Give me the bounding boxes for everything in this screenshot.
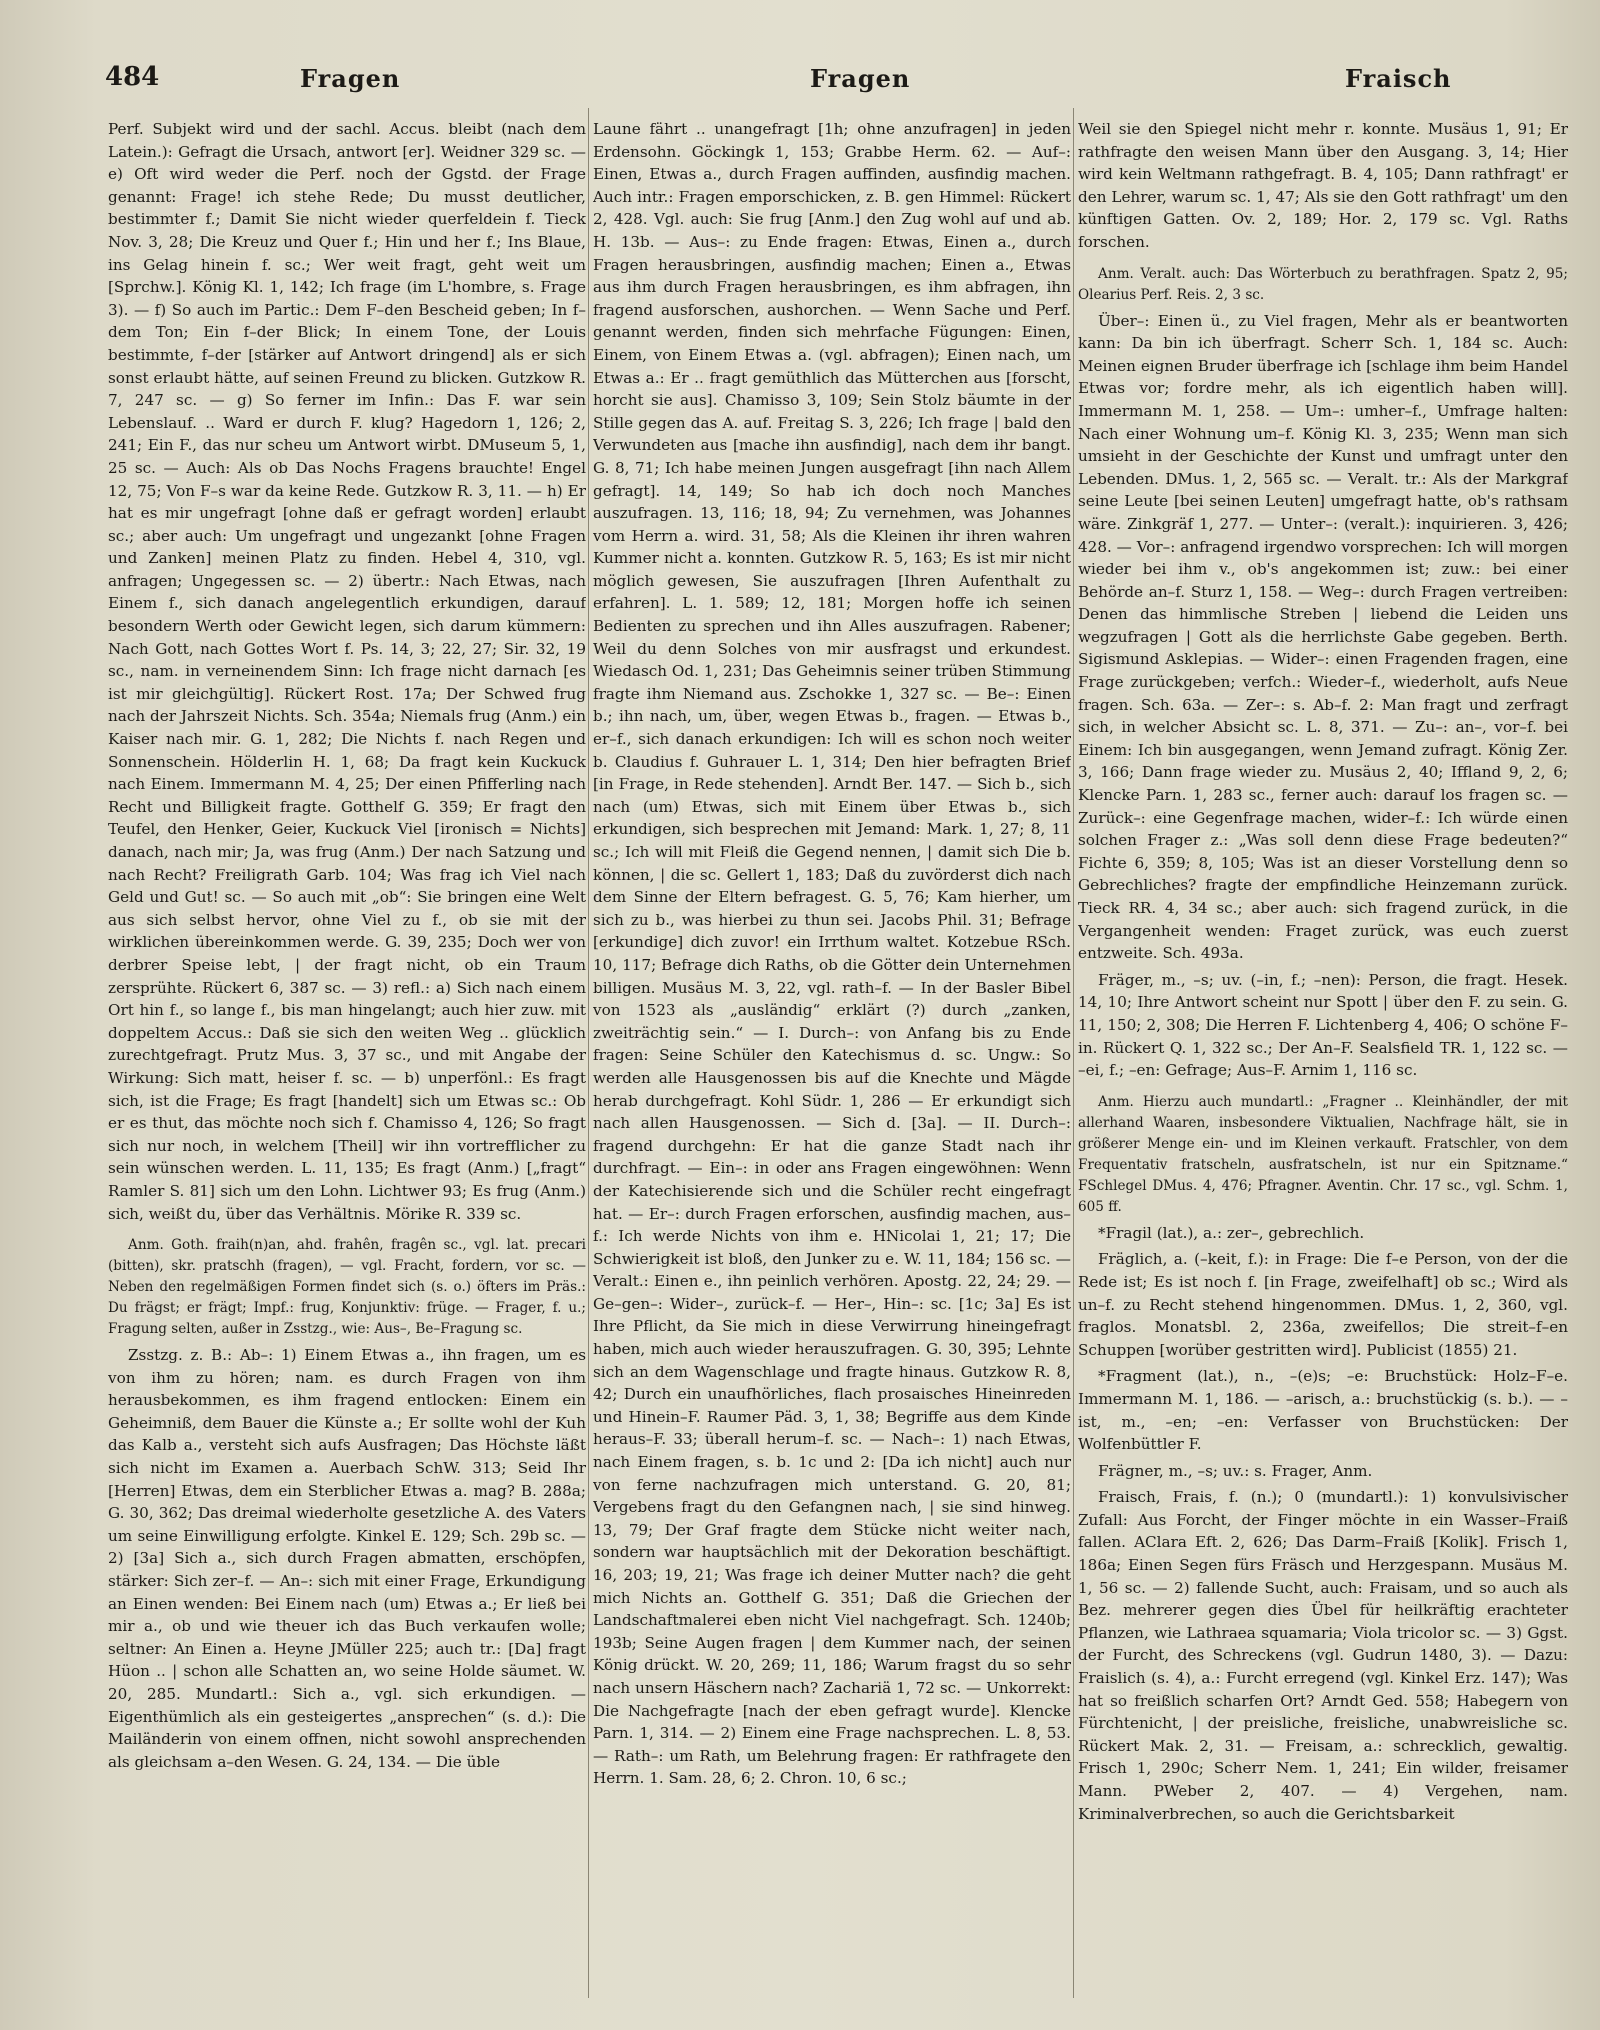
running-headword-right: Fraisch — [1345, 64, 1452, 93]
entry-fragment: *Fragment (lat.), n., –(e)s; –e: Bruchstück: Holz–F–e. Immermann M. 1, 186. — –arisch, a.: bruchstückig (s. b.). — –ist, m., –en; –en: Verfasser von Bruchstücken: Der Wolfenbüttler F. — [1078, 1367, 1568, 1454]
entry-paragraph: Über–: Einen ü., zu Viel fragen, Mehr als er beantworten kann: Da bin ich überfragt. Scherr Sch. 1, 184 sc. Auch: Meinen eignen Bruder überfrage ich [schlage ihm beim Handel Etwas vor; fordre mehr, als ich eigentlich haben will]. Immermann M. 1, 258. — Um–: umher–f., Umfrage halten: Nach einer Wohnung um–f. König Kl. 3, 235; Wenn man sich umsieht in der Geschichte der Kunst und umfragt unter den Lebenden. DMus. 1, 2, 565 sc. — Veralt. tr.: Als der Markgraf seine Leute [bei seinen Leuten] umgefragt hatte, ob's rathsam wäre. Zinkgräf 1, 277. — Unter–: (veralt.): inquirieren. 3, 426; 428. — Vor–: anfragend irgendwo vorsprechen: Ich will morgen wieder bei ihm v., ob's angekommen ist; zuw.: bei einer Behörde an–f. Sturz 1, 158. — Weg–: durch Fragen vertreiben: Denen das himmlische Streben | liebend die Leiden uns wegzufragen | Gott als die herrlichste Gabe gegeben. Berth. Sigismund Asklepias. — Wider–: einen Fragenden fragen, eine Frage zurückgeben; verfch.: Wieder–f., wiederholt, aufs Neue fragen. Sch. 63a. — Zer–: s. Ab–f. 2: Man fragt und zerfragt sich, in welcher Absicht sc. L. 8, 371. — Zu–: an–, vor–f. bei Einem: Ich bin ausgegangen, wenn Jemand zufragt. König Zer. 3, 166; Dann frage wieder zu. Musäus 2, 40; Iffland 9, 2, 6; Klencke Parn. 1, 283 sc., ferner auch: darauf los fragen sc. — Zurück–: eine Gegenfrage machen, wider–f.: Ich würde einen solchen Frager z.: „Was soll denn diese Frage bedeuten?“ Fichte 6, 359; 8, 105; Was ist an dieser Vorstellung denn so Gebrechliches? fragte der empfindliche Heinzemann zurück. Tieck RR. 4, 34 sc.; aber auch: sich fragend zurück, in die Vergangenheit wenden: Fraget zurück, was euch zuerst entzweite. Sch. 493a. — [1078, 311, 1568, 963]
page-number: 484 — [105, 62, 160, 92]
etymology-note: Anm. Goth. fraih(n)an, ahd. frahên, fragên sc., vgl. lat. precari (bitten), skr. pratschh (fragen), — vgl. Fracht, fordern, vor sc. — Neben den regelmäßigen Formen findet sich (s. o.) öfters im Präs.: Du frägst; er frägt; Impf.: frug, Konjunktiv: früge. — Frager, f. u.; Fragung selten, außer in Zsstzg., wie: Aus–, Be–Fragung sc. — [108, 1237, 586, 1338]
note-paragraph: Anm. Veralt. auch: Das Wörterbuch zu berathfragen. Spatz 2, 95; Olearius Perf. Reis. 2, 3 sc. — [1078, 265, 1568, 303]
text-column-3 — [1078, 118, 1568, 1998]
page-header — [105, 62, 1552, 98]
running-headword-center: Fragen — [810, 64, 911, 93]
column-divider — [1073, 108, 1074, 1998]
entry-fraglich: Fräglich, a. (–keit, f.): in Frage: Die f–e Person, von der die Rede ist; Es ist noch f. [in Frage, zweifelhaft] ob sc.; Wird als un–f. zu Recht stehend hingenommen. DMus. 1, 2, 360, vgl. fraglos. Monatsbl. 2, 236a, zweifellos; Die streit–f–en Schuppen [worüber gestritten wird]. Publicist (1855) 21. — [1078, 1250, 1568, 1359]
running-headword-left: Fragen — [300, 64, 401, 93]
entry-fragner: Frägner, m., –s; uv.: s. Frager, Anm. — [1098, 1461, 1373, 1480]
entry-fraisch: Fraisch, Frais, f. (n.); 0 (mundartl.): 1) konvulsivischer Zufall: Aus Forcht, der Finger möchte in ein Wasser–Fraiß fallen. AClara Eft. 2, 626; Das Darm–Fraiß [Kolik]. Frisch 1, 186a; Einen Segen fürs Fräsch und Herzgespann. Musäus M. 1, 56 sc. — 2) fallende Sucht, auch: Fraisam, und so auch als Bez. mehrerer gegen dies Übel für heilkräftig erachteter Pflanzen, wie Lathraea squamaria; Viola tricolor sc. — 3) Ggst. der Furcht, des Schreckens (vgl. Gudrun 1480, 3). — Dazu: Fraislich (s. 4), a.: Furcht erregend (vgl. Kinkel Erz. 147); Was hat so freißlich scharfen Ort? Arndt Ged. 558; Habegern von Fürchtenicht, | der preisliche, freisliche, unabwreisliche sc. Rückert Mak. 2, 31. — Freisam, a.: schrecklich, gewaltig. Frisch 1, 290c; Scherr Nem. 1, 241; Ein wilder, freisamer Mann. PWeber 2, 407. — 4) Vergehen, nam. Kriminalverbrechen, so auch die Gerichtsbarkeit — [1078, 1488, 1568, 1823]
entry-paragraph: Zsstzg. z. B.: Ab–: 1) Einem Etwas a., ihn fragen, um es von ihm zu hören; nam. es durch Fragen von ihm herausbekommen, es ihm fragend entlocken: Einem ein Geheimniß, dem Bauer die Künste a.; Er sollte wohl der Kuh das Kalb a., versteht sich aufs Ausfragen; Das Höchste läßt sich nicht im Examen a. Auerbach SchW. 313; Seid Ihr [Herren] Etwas, dem ein Sterblicher Etwas a. mag? B. 288a; G. 30, 362; Das dreimal wiederholte gesetzliche A. des Vaters um seine Einwilligung erfolgte. Kinkel E. 129; Sch. 29b sc. — 2) [3a] Sich a., sich durch Fragen abmatten, erschöpfen, stärker: Sich zer–f. — An–: sich mit einer Frage, Erkundigung an Einen wenden: Bei Einem nach (um) Etwas a.; Er ließ bei mir a., ob und wie theuer ich das Buch verkaufen wolle; seltner: An Einen a. Heyne JMüller 225; auch tr.: [Da] fragt Hüon .. | schon alle Schatten an, wo seine Holde säumet. W. 20, 285. Mundartl.: Sich a., vgl. sich erkundigen. — Eigenthümlich als ein gesteigertes „ansprechen“ (s. d.): Die Mailänderin von einem offnen, nicht sowohl ansprechenden als gleichsam a–den Wesen. G. 24, 134. — Die üble — [108, 1346, 586, 1771]
text-column-2 — [593, 118, 1071, 1998]
column-divider — [588, 108, 589, 1998]
entry-paragraph: Weil sie den Spiegel nicht mehr r. konnte. Musäus 1, 91; Er rathfragte den weisen Mann über den Ausgang. 3, 14; Hier wird kein Weltmann rathgefragt. B. 4, 105; Dann rathfragt' er den Lehrer, warum sc. 1, 47; Als sie den Gott rathfragt' um den künftigen Gatten. Ov. 2, 189; Hor. 2, 179 sc. Vgl. Raths forschen. — [1078, 120, 1568, 251]
note-paragraph: Anm. Hierzu auch mundartl.: „Fragner .. Kleinhändler, der mit allerhand Waaren, insbesondere Viktualien, Nachfrage hält, sie in größerer Menge ein- und im Kleinen verkauft. Fratschler, von dem Frequentativ fratscheln, ausfratscheln, ist nur ein Spitzname.“ FSchlegel DMus. 4, 476; Pfragner. Aventin. Chr. 17 sc., vgl. Schm. 1, 605 ff. — [1078, 1093, 1568, 1215]
entry-frager: Fräger, m., –s; uv. (–in, f.; –nen): Person, die fragt. Hesek. 14, 10; Ihre Antwort scheint nur Spott | über den F. zu sein. G. 11, 150; 2, 308; Die Herren F. Lichtenberg 4, 406; O schöne F–in. Rückert Q. 1, 322 sc.; Der An–F. Sealsfield TR. 1, 122 sc. — –ei, f.; –en: Gefrage; Aus–F. Arnim 1, 116 sc. — [1078, 970, 1568, 1080]
entry-fragil: *Fragil (lat.), a.: zer–, gebrechlich. — [1098, 1223, 1365, 1242]
text-column-1 — [108, 118, 586, 1998]
entry-paragraph: Laune fährt .. unangefragt [1h; ohne anzufragen] in jeden Erdensohn. Göckingk 1, 153; Grabbe Herm. 62. — Auf–: Einen, Etwas a., durch Fragen auffinden, ausfindig machen. Auch intr.: Fragen emporschicken, z. B. gen Himmel: Rückert 2, 428. Vgl. auch: Sie frug [Anm.] den Zug wohl auf und ab. H. 13b. — Aus–: zu Ende fragen: Etwas, Einen a., durch Fragen herausbringen, ausfindig machen; Einen a., Etwas aus ihm durch Fragen herausbringen, es ihm abfragen, ihn fragend ausforschen, aushorchen. — Wenn Sache und Perf. genannt werden, finden sich mehrfache Fügungen: Einen, Einem, von Einem Etwas a. (vgl. abfragen); Einen nach, um Etwas a.: Er .. fragt gemüthlich das Mütterchen aus [forscht, horcht sie aus]. Chamisso 3, 109; Sein Stolz bäumte in der Stille gegen das A. auf. Freitag S. 3, 226; Ich frage | bald den Verwundeten aus [mache ihn ausfindig], nach dem ihr bangt. G. 8, 71; Ich habe meinen Jungen ausgefragt [ihn nach Allem gefragt]. 14, 149; So hab ich doch noch Manches auszufragen. 13, 116; 18, 94; Zu vernehmen, was Johannes vom Herrn a. wird. 31, 58; Als die Kleinen ihr ihren wahren Kummer nicht a. konnten. Gutzkow R. 5, 163; Es ist mir nicht möglich gewesen, Sie auszufragen [Ihren Aufenthalt zu erfahren]. L. 1. 589; 12, 181; Morgen hoffe ich seinen Bedienten zu sprechen und ihn Alles auszufragen. Rabener; Weil du denn Solches von mir ausfragst und erkundest. Wiedasch Od. 1, 231; Das Geheimnis seiner trüben Stimmung fragte ihm Niemand aus. Zschokke 1, 327 sc. — Be–: Einen b.; ihn nach, um, über, wegen Etwas b., fragen. — Etwas b., er–f., sich danach erkundigen: Ich will es schon noch weiter b. Claudius f. Guhrauer L. 1, 314; Den hier befragten Brief [in Frage, in Rede stehenden]. Arndt Ber. 147. — Sich b., sich nach (um) Etwas, sich mit Einem über Etwas b., sich erkundigen, sich besprechen mit Jemand: Mark. 1, 27; 8, 11 sc.; Ich will mit Fleiß die Gegend nennen, | damit sich Die b. können, | die sc. Gellert 1, 183; Daß du zuvörderst dich nach dem Sinne der Eltern befragest. G. 5, 76; Kam hierher, um sich zu b., was hierbei zu thun sei. Jacobs Phil. 31; Befrage [erkundige] dich zuvor! ein Irrthum waltet. Kotzebue RSch. 10, 117; Befrage dich Raths, ob die Götter dein Unternehmen billigen. Musäus M. 3, 22, vgl. rath–f. — In der Basler Bibel von 1523 als „ausländig“ erklärt (?) durch „zanken, zweiträchtig sein.“ — I. Durch–: von Anfang bis zu Ende fragen: Seine Schüler den Katechismus d. sc. Ungw.: So werden alle Hausgenossen bis auf die Knechte und Mägde herab durchgefragt. Kohl Südr. 1, 286 — Er erkundigt sich nach allen Hausgenossen. — Sich d. [3a]. — II. Durch–: fragend durchgehn: Er hat die ganze Stadt nach ihr durchfragt. — Ein–: in oder ans Fragen eingewöhnen: Wenn der Katechisierende sich und die Schüler recht eingefragt hat. — Er–: durch Fragen erforschen, ausfindig machen, aus–f.: Ich werde Nichts von ihm e. HNicolai 1, 21; 17; Die Schwierigkeit ist bloß, den Junker zu e. W. 11, 184; 156 sc. — Veralt.: Einen e., ihn peinlich verhören. Apostg. 22, 24; 29. — Ge–gen–: Wider–, zurück–f. — Her–, Hin–: sc. [1c; 3a] Es ist Ihre Pflicht, da Sie mich in diese Verwirrung hineingefragt haben, mich auch wieder herauszufragen. G. 30, 395; Lehnte sich an dem Wagenschlage und fragte hinaus. Gutzkow R. 8, 42; Durch ein unaufhörliches, flach prosaisches Hineinreden und Hinein–F. Raumer Päd. 3, 1, 38; Begriffe aus dem Kinde heraus–F. 33; überall herum–f. sc. — Nach–: 1) nach Etwas, nach Einem fragen, s. b. 1c und 2: [Da ich nicht] auch nur von ferne nachzufragen mich unterstand. G. 20, 81; Vergebens fragt du den Gefangnen nach, | sie sind hinweg. 13, 79; Der Graf fragte dem Stücke nicht weiter nach, sondern war hauptsächlich mit der Dekoration beschäftigt. 16, 203; 19, 21; Was frage ich deiner Mutter nach? die geht mich Nichts an. Gotthelf G. 351; Daß die Griechen der Landschaftmalerei eben nicht Viel nachgefragt. Sch. 1240b; 193b; Seine Augen fragen | dem Kummer nach, der seinen König drückt. W. 20, 269; 11, 186; Warum fragst du so sehr nach unsern Häschern nach? Zachariä 1, 72 sc. — Unkorrekt: Die Nachgefragte [nach der eben gefragt wurde]. Klencke Parn. 1, 314. — 2) Einem eine Frage nachsprechen. L. 8, 53. — Rath–: um Rath, um Belehrung fragen: Er rathfragete den Herrn. 1. Sam. 28, 6; 2. Chron. 10, 6 sc.; — [593, 120, 1071, 1788]
entry-paragraph: Perf. Subjekt wird und der sachl. Accus. bleibt (nach dem Latein.): Gefragt die Ursach, antwort [er]. Weidner 329 sc. — e) Oft wird weder die Perf. noch der Ggstd. der Frage genannt: Frage! ich stehe Rede; Du musst deutlicher, bestimmter f.; Damit Sie nicht wieder querfeldein f. Tieck Nov. 3, 28; Die Kreuz und Quer f.; Hin und her f.; Ins Blaue, ins Gelag hinein f. sc.; Wer weit fragt, geht weit um [Sprchw.]. König Kl. 1, 142; Ich frage (im L'hombre, s. Frage 3). — f) So auch im Partic.: Dem F–den Bescheid geben; In f–dem Ton; Ein f–der Blick; In einem Tone, der Louis bestimmte, f–der [stärker auf Antwort dringend] als er sich sonst erlaubt hätte, auf seinen Freund zu blicken. Gutzkow R. 7, 247 sc. — g) So ferner im Infin.: Das F. war sein Lebenslauf. .. Ward er durch F. klug? Hagedorn 1, 126; 2, 241; Ein F., das nur scheu um Antwort wirbt. DMuseum 5, 1, 25 sc. — Auch: Als ob Das Nochs Fragens brauchte! Engel 12, 75; Von F–s war da keine Rede. Gutzkow R. 3, 11. — h) Er hat es mir ungefragt [ohne daß er gefragt worden] erlaubt sc.; aber auch: Um ungefragt und ungezankt [ohne Fragen und Zanken] meinen Platz zu finden. Hebel 4, 310, vgl. anfragen; Ungegessen sc. — 2) übertr.: Nach Etwas, nach Einem f., sich danach angelegentlich erkundigen, darauf besondern Werth oder Gewicht legen, sich darum kümmern: Nach Gott, nach Gottes Wort f. Ps. 14, 3; 22, 27; Sir. 32, 19 sc., nam. in verneinendem Sinn: Ich frage nicht darnach [es ist mir gleichgültig]. Rückert Rost. 17a; Der Schwed frug nach der Jahrszeit Nichts. Sch. 354a; Niemals frug (Anm.) ein Kaiser nach mir. G. 1, 282; Die Nichts f. nach Regen und Sonnenschein. Hölderlin H. 1, 68; Da fragt kein Kuckuck nach Einem. Immermann M. 4, 25; Der einen Pfifferling nach Recht und Billigkeit fragte. Gotthelf G. 359; Er fragt den Teufel, den Henker, Geier, Kuckuck Viel [ironisch = Nichts] danach, nach mir; Ja, was frug (Anm.) Der nach Satzung und nach Recht? Freiligrath Garb. 104; Was frag ich Viel nach Geld und Gut! sc. — So auch mit „ob“: Sie bringen eine Welt aus sich selbst hervor, ohne Viel zu f., ob sie mit der wirklichen übereinkommen werde. G. 39, 235; Doch wer von derbrer Speise lebt, | der fragt nicht, ob ein Traum zersprühte. Rückert 6, 387 sc. — 3) refl.: a) Sich nach einem Ort hin f., so lange f., bis man hingelangt; auch hier zuw. mit doppeltem Accus.: Daß sie sich den weiten Weg .. glücklich zurechtgefragt. Prutz Mus. 3, 37 sc., und mit Angabe der Wirkung: Sich matt, heiser f. sc. — b) unperfönl.: Es fragt sich, ist die Frage; Es fragt [handelt] sich um Etwas sc.: Ob er es thut, das möchte noch sich f. Chamisso 4, 126; So fragt sich nur noch, in welchem [Theil] wir ihn vortrefflicher zu sein wünschen werden. L. 11, 135; Es fragt (Anm.) [„fragt“ Ramler S. 81] sich um den Lohn. Lichtwer 93; Es frug (Anm.) sich, weißt du, über das Verhältnis. Mörike R. 339 sc. — [108, 120, 586, 1223]
